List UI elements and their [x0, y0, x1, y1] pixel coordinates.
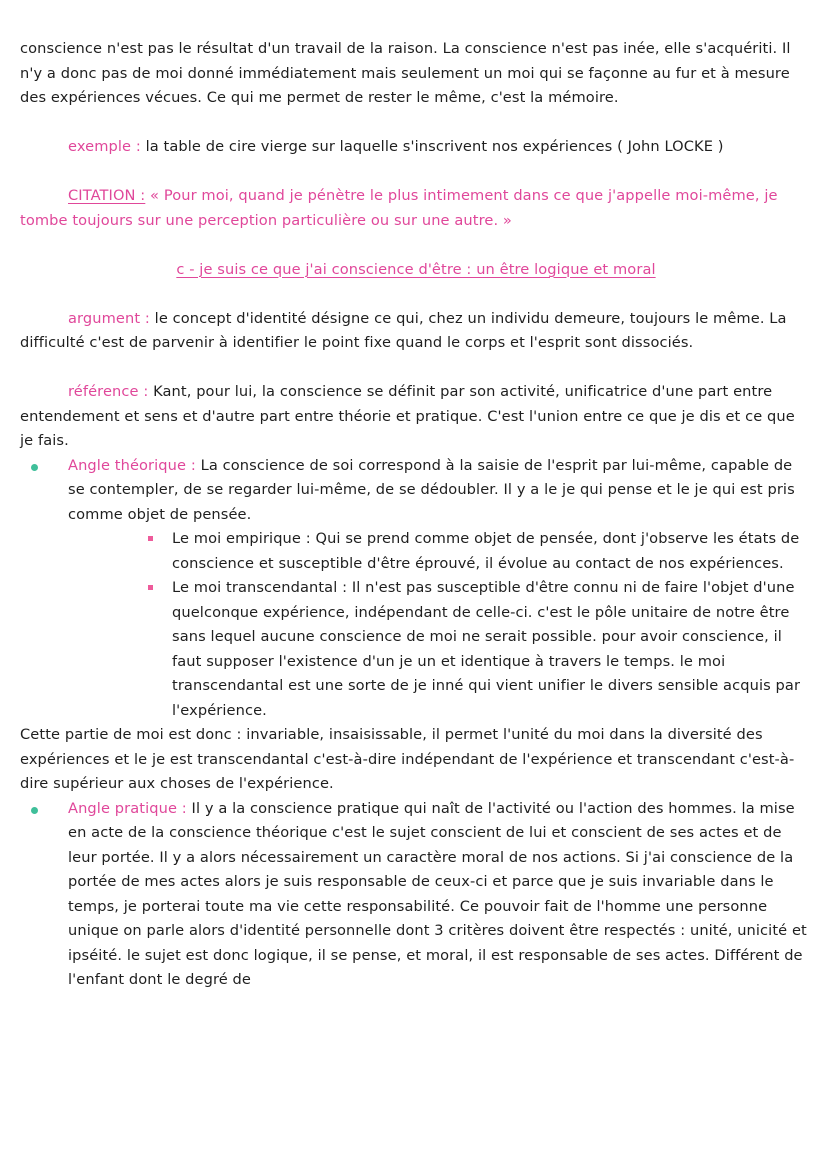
pratique-text: Il y a la conscience pratique qui naît de l'activité ou l'action des hommes. la mise en acte de la conscience théorique c'est le sujet conscient de lui et conscient de ses actes et de leur portée. Il y a alors nécessairement un caractère moral de nos actions. Si j'ai conscience de la portée de mes actes alors je suis responsable de ceux-ci et parce que je suis invariable dans le temps, je porterai toute ma vie cette responsabilité. Ce pouvoir fait de l'homme une personne unique on parle alors d'identité personnelle dont 3 critères doivent être respectés : unité, unicité et ipséité. le sujet est donc logique, il se pense, et moral, il est responsable de ses actes. Différent de l'enfant dont le degré de [68, 799, 807, 988]
citation-text: « Pour moi, quand je pénètre le plus intimement dans ce que j'appelle moi-même, je tombe toujours sur une perception particulière ou sur une autre. » [20, 187, 778, 229]
citation-paragraph [20, 184, 812, 233]
bullet-dot-icon [31, 807, 38, 814]
argument-paragraph [20, 307, 812, 356]
square-bullet-icon [148, 585, 153, 590]
bullet-angle-theorique [20, 454, 812, 528]
subbullet-moi-transcendantal [20, 576, 812, 723]
bullet-angle-pratique [20, 797, 812, 993]
subbullet-moi-empirique [20, 527, 812, 576]
exemple-paragraph [20, 135, 812, 160]
document-page [20, 37, 812, 993]
square-bullet-icon [148, 536, 153, 541]
section-subheading: c - je suis ce que j'ai conscience d'être : un être logique et moral [176, 260, 656, 278]
cette-partie-paragraph: Cette partie de moi est donc : invariable, insaisissable, il permet l'unité du moi dans la diversité des expériences et le je est transcendantal c'est-à-dire indépendant de l'expérience et transcendant c'est-à-dire supérieur aux choses de l'expérience. [20, 726, 795, 792]
argument-label: argument : [68, 309, 150, 327]
reference-text: Kant, pour lui, la conscience se définit par son activité, unificatrice d'une part entre entendement et sens et d'autre part entre théorie et pratique. C'est l'union entre ce que je dis et ce que je fais. [20, 383, 795, 449]
theorique-text: La conscience de soi correspond à la saisie de l'esprit par lui-même, capable de se contempler, de se regarder lui-même, de se dédoubler. Il y a le je qui pense et le je qui est pris comme objet de pensée. [68, 456, 795, 523]
bullet-dot-icon [31, 464, 38, 471]
citation-label: CITATION : [68, 187, 146, 204]
theorique-label: Angle théorique : [68, 456, 196, 474]
intro-paragraph: conscience n'est pas le résultat d'un travail de la raison. La conscience n'est pas inée, elle s'acquériti. Il n'y a donc pas de moi donné immédiatement mais seulement un moi qui se façonne au fur et à mesure des expériences vécues. Ce qui me permet de rester le même, c'est la mémoire. [20, 40, 791, 106]
moi-transcendantal-text: Le moi transcendantal : Il n'est pas susceptible d'être connu ni de faire l'objet d'une quelconque expérience, indépendant de celle-ci. c'est le pôle unitaire de notre être sans lequel aucune conscience de moi ne serait possible. pour avoir conscience, il faut supposer l'existence d'un je un et identique à travers le temps. le moi transcendantal est une sorte de je inné qui vient unifier le divers sensible acquis par l'expérience. [172, 579, 801, 719]
argument-text: le concept d'identité désigne ce qui, chez un individu demeure, toujours le même. La difficulté c'est de parvenir à identifier le point fixe quand le corps et l'esprit sont dissociés. [20, 309, 787, 351]
reference-label: référence : [68, 383, 149, 400]
theorique-paragraph [68, 454, 812, 528]
exemple-text: la table de cire vierge sur laquelle s'inscrivent nos expériences ( John LOCKE ) [140, 138, 724, 155]
exemple-label: exemple : [68, 138, 141, 155]
reference-paragraph [20, 380, 812, 454]
pratique-label: Angle pratique : [68, 799, 187, 817]
moi-empirique-text: Le moi empirique : Qui se prend comme objet de pensée, dont j'observe les états de conscience et susceptible d'être éprouvé, il évolue au contact de nos expériences. [172, 530, 800, 572]
pratique-paragraph [68, 797, 812, 993]
